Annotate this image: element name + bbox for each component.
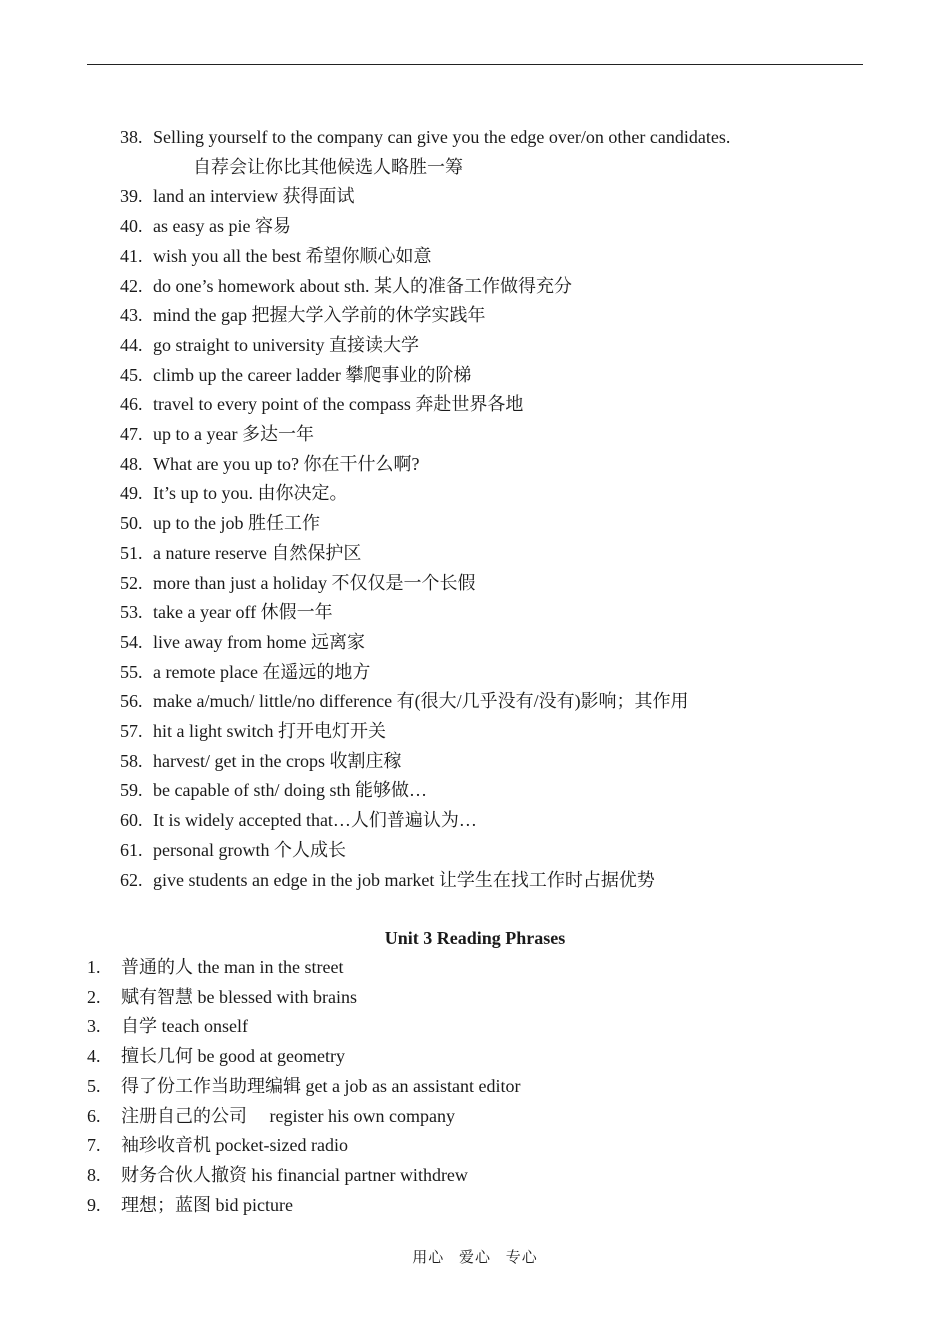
item-text: 自学 teach onself xyxy=(121,1016,248,1037)
list-item xyxy=(87,1042,857,1072)
item-number: 39. xyxy=(120,186,143,207)
item-number: 50. xyxy=(120,513,143,534)
list-item xyxy=(120,479,860,509)
item-number: 61. xyxy=(120,839,143,860)
item-text: harvest/ get in the crops 收割庄稼 xyxy=(153,750,402,771)
section-heading: Unit 3 Reading Phrases xyxy=(384,928,566,948)
list-item xyxy=(120,836,860,866)
item-text: 理想；蓝图 bid picture xyxy=(121,1194,293,1215)
page-footer: 用心 爱心 专心 xyxy=(412,1250,538,1266)
item-text: do one’s homework about sth. 某人的准备工作做得充分 xyxy=(153,275,572,296)
item-text: wish you all the best 希望你顺心如意 xyxy=(153,245,432,266)
list-item xyxy=(87,1161,857,1191)
item-number: 56. xyxy=(120,691,143,712)
list-item xyxy=(120,569,860,599)
item-number: 53. xyxy=(120,602,143,623)
list-item xyxy=(120,717,860,747)
item-text: a remote place 在遥远的地方 xyxy=(153,661,371,682)
item-text: 得了份工作当助理编辑 get a job as an assistant editor xyxy=(121,1075,521,1096)
item-number: 4. xyxy=(87,1046,101,1067)
list-item xyxy=(120,539,860,569)
item-number: 7. xyxy=(87,1135,101,1156)
item-text: 财务合伙人撤资 his financial partner withdrew xyxy=(121,1164,468,1185)
list-item xyxy=(120,509,860,539)
list-item xyxy=(120,806,860,836)
item-number: 38. xyxy=(120,127,143,147)
list-item xyxy=(120,301,860,331)
list-item xyxy=(120,420,860,450)
item-number: 9. xyxy=(87,1194,101,1215)
item-number: 62. xyxy=(120,869,143,890)
item-text: go straight to university 直接读大学 xyxy=(153,334,419,355)
list-item xyxy=(120,331,860,361)
item-text: climb up the career ladder 攀爬事业的阶梯 xyxy=(153,364,472,385)
item-text: personal growth 个人成长 xyxy=(153,839,346,860)
list-item xyxy=(120,658,860,688)
list-item xyxy=(87,983,857,1013)
item-translation: 自荐会让你比其他候选人略胜一筹 xyxy=(193,156,463,177)
phrase-list-unit2 xyxy=(120,123,860,895)
item-text: as easy as pie 容易 xyxy=(153,216,291,237)
item-number: 54. xyxy=(120,631,143,652)
item-text: It is widely accepted that…人们普遍认为… xyxy=(153,810,477,831)
item-number: 1. xyxy=(87,957,101,977)
item-number: 40. xyxy=(120,216,143,237)
item-text: 注册自己的公司 register his own company xyxy=(121,1105,455,1126)
phrase-list-unit3 xyxy=(87,953,857,1220)
item-number: 55. xyxy=(120,661,143,682)
list-item xyxy=(87,953,857,983)
item-number: 47. xyxy=(120,424,143,445)
item-text: What are you up to? 你在干什么啊? xyxy=(153,453,420,474)
list-item xyxy=(120,598,860,628)
item-text: 普通的人 the man in the street xyxy=(121,957,344,977)
list-item xyxy=(87,1072,857,1102)
item-text: up to a year 多达一年 xyxy=(153,424,314,445)
list-item xyxy=(120,123,860,182)
list-item xyxy=(87,1191,857,1221)
item-number: 45. xyxy=(120,364,143,385)
list-item xyxy=(120,390,860,420)
item-text: 袖珍收音机 pocket-sized radio xyxy=(121,1135,348,1156)
list-item xyxy=(120,776,860,806)
item-number: 48. xyxy=(120,453,143,474)
item-number: 2. xyxy=(87,986,101,1007)
item-number: 49. xyxy=(120,483,143,504)
header-rule xyxy=(87,64,863,65)
list-item xyxy=(87,1102,857,1132)
item-text: be capable of sth/ doing sth 能够做… xyxy=(153,780,427,801)
item-text: travel to every point of the compass 奔赴世界各地 xyxy=(153,394,524,415)
list-item xyxy=(120,212,860,242)
item-text: up to the job 胜任工作 xyxy=(153,513,320,534)
item-number: 52. xyxy=(120,572,143,593)
list-item xyxy=(87,1012,857,1042)
item-text: give students an edge in the job market 让学生在找工作时占据优势 xyxy=(153,869,655,890)
item-text: land an interview 获得面试 xyxy=(153,186,355,207)
item-text: hit a light switch 打开电灯开关 xyxy=(153,721,386,742)
item-number: 46. xyxy=(120,394,143,415)
list-item xyxy=(87,1131,857,1161)
item-text: 擅长几何 be good at geometry xyxy=(121,1046,345,1067)
item-number: 43. xyxy=(120,305,143,326)
list-item xyxy=(120,628,860,658)
item-number: 42. xyxy=(120,275,143,296)
item-number: 51. xyxy=(120,542,143,563)
item-text: make a/much/ little/no difference 有(很大/几乎没有/没有)影响；其作用 xyxy=(153,691,689,712)
item-number: 60. xyxy=(120,810,143,831)
item-text: 赋有智慧 be blessed with brains xyxy=(121,986,357,1007)
list-item xyxy=(120,361,860,391)
item-number: 5. xyxy=(87,1075,101,1096)
item-text: take a year off 休假一年 xyxy=(153,602,333,623)
item-number: 44. xyxy=(120,334,143,355)
list-item xyxy=(120,866,860,896)
item-text: more than just a holiday 不仅仅是一个长假 xyxy=(153,572,476,593)
list-item xyxy=(120,450,860,480)
item-number: 58. xyxy=(120,750,143,771)
item-text: It’s up to you. 由你决定。 xyxy=(153,483,348,504)
item-number: 3. xyxy=(87,1016,101,1037)
item-text: a nature reserve 自然保护区 xyxy=(153,542,362,563)
list-item xyxy=(120,242,860,272)
item-number: 8. xyxy=(87,1164,101,1185)
item-number: 57. xyxy=(120,721,143,742)
list-item xyxy=(120,182,860,212)
item-text: mind the gap 把握大学入学前的休学实践年 xyxy=(153,305,486,326)
list-item xyxy=(120,272,860,302)
item-text: Selling yourself to the company can give you the edge over/on other candidates. xyxy=(153,127,731,147)
item-number: 59. xyxy=(120,780,143,801)
item-number: 41. xyxy=(120,245,143,266)
item-number: 6. xyxy=(87,1105,101,1126)
item-text: live away from home 远离家 xyxy=(153,631,365,652)
list-item xyxy=(120,687,860,717)
list-item xyxy=(120,747,860,777)
